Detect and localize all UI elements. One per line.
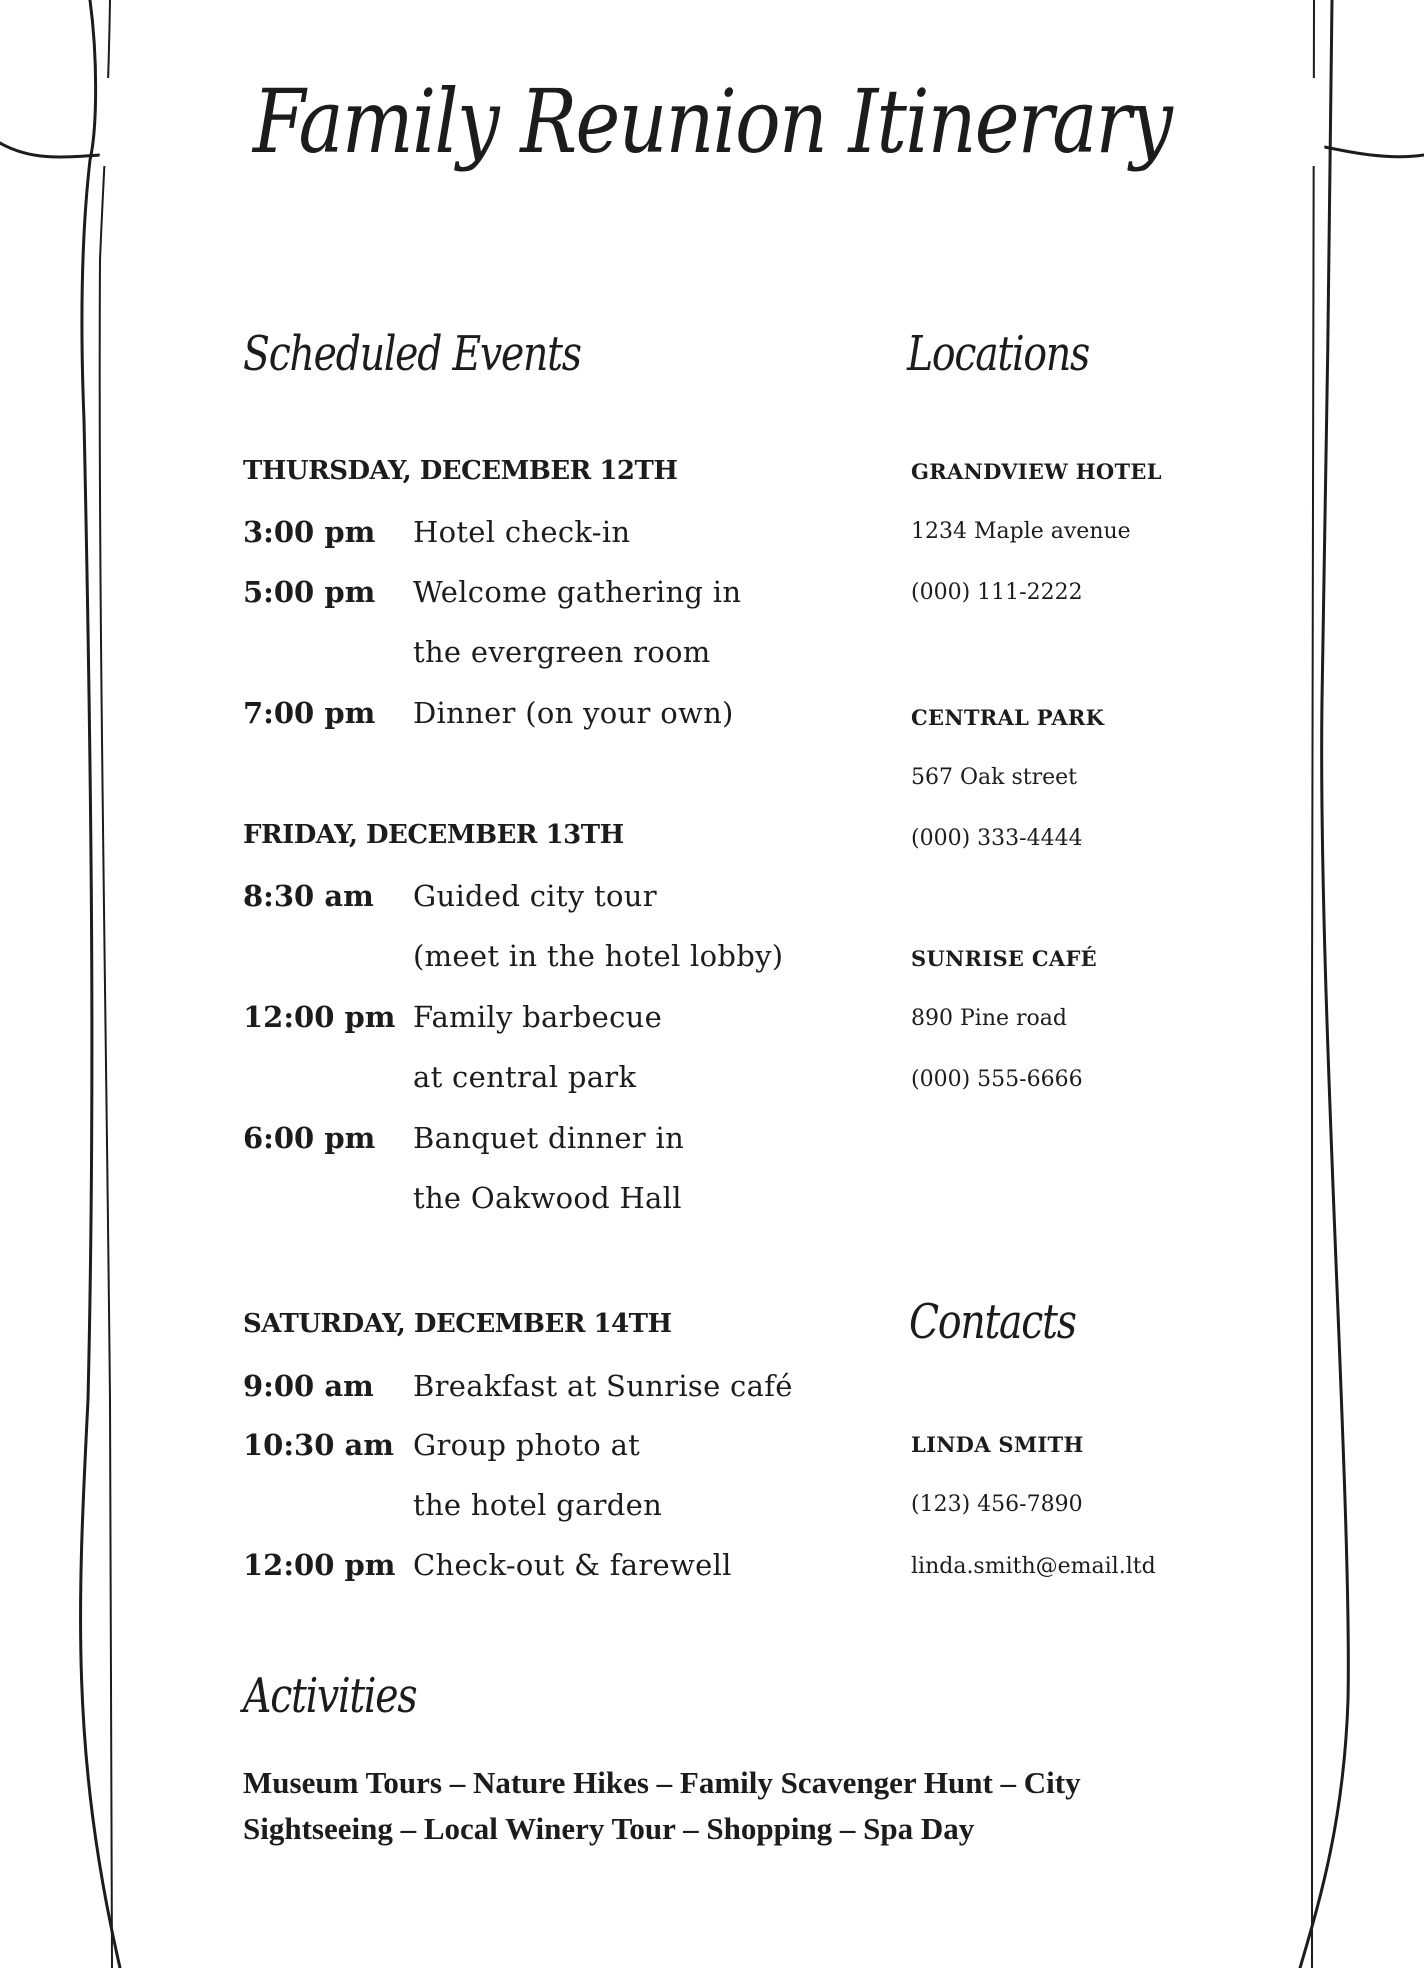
location-address: 890 Pine road: [911, 1006, 1067, 1031]
location-name: SUNRISE CAFÉ: [911, 946, 1097, 971]
event-time: 12:00 pm: [243, 1000, 396, 1034]
event-description-cont: the hotel garden: [413, 1488, 663, 1522]
section-heading-locations: Locations: [907, 326, 1089, 382]
section-heading-activities: Activities: [243, 1668, 417, 1724]
event-description: Breakfast at Sunrise café: [413, 1369, 793, 1403]
event-description: Dinner (on your own): [413, 696, 734, 730]
contact-phone: (123) 456-7890: [911, 1492, 1083, 1517]
activities-list: Museum Tours – Nature Hikes – Family Scavenger Hunt – City Sightseeing – Local Winery Tour – Shopping – Spa Day: [243, 1765, 1081, 1846]
event-time: 12:00 pm: [243, 1548, 396, 1582]
contact-email[interactable]: linda.smith@email.ltd: [911, 1554, 1156, 1579]
location-name: GRANDVIEW HOTEL: [911, 459, 1162, 484]
section-heading-contacts: Contacts: [909, 1294, 1076, 1350]
location-phone: (000) 111-2222: [911, 580, 1083, 605]
event-description-cont: the evergreen room: [413, 635, 711, 669]
event-description: Hotel check-in: [413, 515, 631, 549]
event-time: 8:30 am: [243, 879, 374, 913]
event-description-cont: (meet in the hotel lobby): [413, 939, 784, 973]
location-address: 567 Oak street: [911, 765, 1077, 790]
page-title: Family Reunion Itinerary: [100, 78, 1325, 166]
event-time: 10:30 am: [243, 1428, 394, 1462]
section-heading-scheduled-events: Scheduled Events: [243, 326, 581, 382]
location-phone: (000) 555-6666: [911, 1067, 1083, 1092]
event-time: 9:00 am: [243, 1369, 374, 1403]
event-time: 7:00 pm: [243, 696, 376, 730]
location-name: CENTRAL PARK: [911, 705, 1105, 730]
location-address: 1234 Maple avenue: [911, 519, 1131, 544]
day-heading: FRIDAY, DECEMBER 13TH: [243, 820, 624, 850]
day-heading: SATURDAY, DECEMBER 14TH: [243, 1309, 672, 1339]
day-heading: THURSDAY, DECEMBER 12TH: [243, 456, 678, 486]
event-description: Group photo at: [413, 1428, 641, 1462]
event-description-cont: at central park: [413, 1060, 637, 1094]
event-description: Family barbecue: [413, 1000, 663, 1034]
contact-name: LINDA SMITH: [911, 1432, 1084, 1457]
event-time: 3:00 pm: [243, 515, 376, 549]
location-phone: (000) 333-4444: [911, 826, 1083, 851]
event-description: Guided city tour: [413, 879, 657, 913]
event-description: Welcome gathering in: [413, 575, 742, 609]
event-description: Banquet dinner in: [413, 1121, 685, 1155]
event-description-cont: the Oakwood Hall: [413, 1181, 682, 1215]
event-description: Check-out & farewell: [413, 1548, 732, 1582]
event-time: 5:00 pm: [243, 575, 376, 609]
event-time: 6:00 pm: [243, 1121, 376, 1155]
